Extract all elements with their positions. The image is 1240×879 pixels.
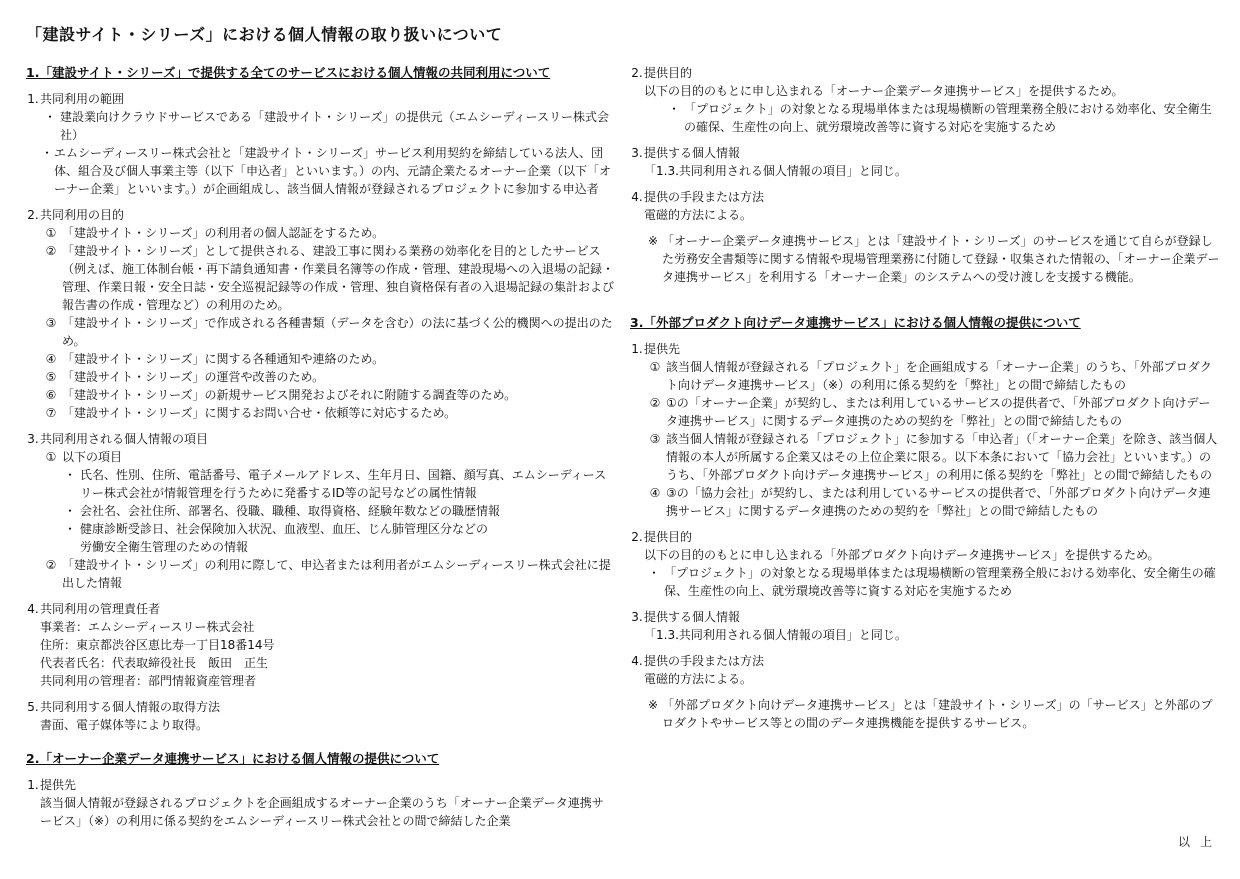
- list-item: ⑦ 「建設サイト・シリーズ」に関するお問い合せ・依頼等に対応するため。: [45, 406, 457, 420]
- list-item: ④ ③の「協力会社」が契約し、または利用しているサービスの提供者で、「外部プロダクト向けデータ連携サービス」に関するデータ連携のための契約を「弊社」との間で締結したもの: [649, 486, 1211, 518]
- section-3-3-label: 3.: [631, 610, 643, 624]
- section-1-heading: 1.「建設サイト・シリーズ」で提供する全てのサービスにおける個人情報の共同利用について: [26, 65, 551, 80]
- section-2-note: ※ 「オーナー企業データ連携サービス」とは「建設サイト・シリーズ」のサービスを通じて自らが登録した労務安全書類等に関する情報や現場管理業務に付随して登録・収集された情報の、「オーナー企業データ連携サービス」を利用する「オーナー企業」のシステムへの受け渡しを支援する機能。: [630, 232, 1222, 286]
- bullet-marker: ・: [40, 146, 53, 160]
- section-2-heading: 2.「オーナー企業データ連携サービス」における個人情報の提供について: [26, 751, 440, 766]
- closing-mark: 以上: [1178, 835, 1223, 849]
- list-item: ・ 会社名、会社住所、部署名、役職、職種、取得資格、経験年数などの職歴情報: [63, 504, 501, 518]
- section-1-5-label: 5.: [27, 700, 39, 714]
- section-1-5: [26, 698, 614, 734]
- section-1-2: [26, 206, 614, 422]
- section-2-4-text: 電磁的方法による。: [644, 208, 753, 222]
- section-1-3: [26, 430, 614, 592]
- section-2-1-heading: 提供先: [40, 778, 77, 792]
- section-3-2-label: 2.: [631, 530, 643, 544]
- list-item: ② 「建設サイト・シリーズ」の利用に際して、申込者または利用者がエムシーディースリー株式会社に提出した情報: [45, 558, 611, 590]
- manager-line: 住所：東京都渋谷区恵比寿一丁目18番14号: [40, 638, 275, 652]
- section-3-2-heading: 提供目的: [644, 530, 693, 544]
- section-1-5-heading: 共同利用する個人情報の取得方法: [40, 700, 221, 714]
- section-3-2: [630, 528, 1222, 600]
- page-title: 「建設サイト・シリーズ」における個人情報の取り扱いについて: [26, 25, 503, 44]
- section-2-3-label: 3.: [631, 146, 643, 160]
- section-1-1: [26, 90, 614, 198]
- section-1-1-label: 1.: [27, 92, 39, 106]
- section-1-3-heading: 共同利用される個人情報の項目: [40, 432, 209, 446]
- bullet-marker: ・: [43, 110, 56, 124]
- manager-line: 事業者：エムシーディースリー株式会社: [40, 620, 255, 634]
- list-item: ・ 「プロジェクト」の対象となる現場単体または現場横断の管理業務全般における効率化、安全衛生の確保、生産性の向上、就労環境改善等に資する対応を実施するため: [667, 102, 1212, 134]
- section-1-5-text: 書面、電子媒体等により取得。: [40, 718, 209, 732]
- list-item: ・ 「プロジェクト」の対象となる現場単体または現場横断の管理業務全般における効率化、安全衛生の確保、生産性の向上、就労環境改善等に資する対応を実施するため: [647, 566, 1216, 598]
- section-2-1-label: 1.: [27, 778, 39, 792]
- section-2-4-heading: 提供の手段または方法: [644, 190, 765, 204]
- section-3-3-text: 「1.3.共同利用される個人情報の項目」と同じ。: [644, 628, 907, 642]
- section-1-1-heading: 共同利用の範囲: [40, 92, 125, 106]
- manager-line: 共同利用の管理者：部門情報資産管理者: [40, 674, 257, 688]
- list-item: ③ 「建設サイト・シリーズ」で作成される各種書類（データを含む）の法に基づく公的機関への提出のため。: [45, 316, 613, 348]
- list-item: ・ 建設業向けクラウドサービスである「建設サイト・シリーズ」の提供元（エムシーディースリー株式会社）: [26, 108, 614, 144]
- section-2-2-label: 2.: [631, 66, 643, 80]
- section-2-3-heading: 提供する個人情報: [644, 146, 741, 160]
- section-2-4: [630, 188, 1222, 224]
- section-3-2-text: 以下の目的のもとに申し込まれる「外部プロダクト向けデータ連携サービス」を提供するため。: [644, 548, 1160, 562]
- section-2-4-label: 4.: [631, 190, 643, 204]
- list-item: ① 該当個人情報が登録される「プロジェクト」を企画組成する「オーナー企業」のうち、「外部プロダクト向けデータ連携サービス」（※）の利用に係る契約を「弊社」との間で締結したもの: [649, 360, 1212, 392]
- list-item: ③ 該当個人情報が登録される「プロジェクト」に参加する「申込者」（「オーナー企業」を除き、該当個人情報の本人が所属する企業又はその上位企業に限る。以下本条において「協力会社」といいます。）のうち、「外部プロダクト向けデータ連携サービス」の利用に係る契約を「弊社」との間で締結したもの: [649, 432, 1218, 482]
- list-item: ① 以下の項目: [45, 450, 123, 464]
- section-1-3-label: 3.: [27, 432, 39, 446]
- note-marker: ※: [647, 698, 659, 712]
- section-1-4-heading: 共同利用の管理責任者: [40, 602, 161, 616]
- section-3-1-heading: 提供先: [644, 342, 681, 356]
- section-3-4: [630, 652, 1222, 688]
- list-item: ⑥ 「建設サイト・シリーズ」の新規サービス開発およびそれに附随する調査等のため。: [45, 388, 517, 402]
- section-1-4: [26, 600, 614, 690]
- section-1-4-label: 4.: [27, 602, 39, 616]
- section-2-2: [630, 64, 1222, 136]
- section-2-2-heading: 提供目的: [644, 66, 693, 80]
- section-3-3: [630, 608, 1222, 644]
- note-marker: ※: [647, 234, 659, 248]
- section-3-3-heading: 提供する個人情報: [644, 610, 741, 624]
- section-3-4-label: 4.: [631, 654, 643, 668]
- section-3-1-label: 1.: [631, 342, 643, 356]
- list-item: ② ①の「オーナー企業」が契約し、または利用しているサービスの提供者で、「外部プロダクト向けデータ連携サービス」に関するデータ連携のための契約を「弊社」との間で締結したもの: [649, 396, 1211, 428]
- section-2-1-text: 該当個人情報が登録されるプロジェクトを企画組成するオーナー企業のうち「オーナー企業データ連携サービス」（※）の利用に係る契約をエムシーディースリー株式会社との間で締結した企業: [40, 796, 604, 828]
- right-column: [630, 64, 1222, 732]
- section-3-note: ※ 「外部プロダクト向けデータ連携サービス」とは「建設サイト・シリーズ」の「サービス」と外部のプロダクトやサービス等との間のデータ連携機能を提供するサービス。: [630, 696, 1222, 732]
- list-item: ・ 氏名、性別、住所、電話番号、電子メールアドレス、生年月日、国籍、顔写真、エムシーディースリー株式会社が情報管理を行うために発番するID等の記号などの属性情報: [63, 468, 607, 500]
- section-2-3: [630, 144, 1222, 180]
- list-item: ④ 「建設サイト・シリーズ」に関する各種通知や連絡のため。: [45, 352, 385, 366]
- section-2-3-text: 「1.3.共同利用される個人情報の項目」と同じ。: [644, 164, 907, 178]
- manager-line: 代表者氏名：代表取締役社長 飯田 正生: [40, 656, 269, 670]
- section-1-2-heading: 共同利用の目的: [40, 208, 125, 222]
- list-item: ② 「建設サイト・シリーズ」として提供される、建設工事に関わる業務の効率化を目的としたサービス（例えば、施工体制台帳・再下請負通知書・作業員名簿等の作成・管理、建設現場への入退場の記録・管理、作業日報・安全日誌・安全巡視記録等の作成・管理、独自資格保有者の入退場記録の集計および報告書の作成・管理など）の利用のため。: [45, 244, 615, 312]
- section-1-2-label: 2.: [27, 208, 39, 222]
- list-item: ・ エムシーディースリー株式会社と「建設サイト・シリーズ」サービス利用契約を締結している法人、団体、組合及び個人事業主等（以下「申込者」といいます。）の内、元請企業たるオーナー企業（以下「オーナー企業」といいます。）が企画組成し、該当個人情報が登録されるプロジェクトに参加する申込者: [40, 146, 612, 196]
- section-3-4-heading: 提供の手段または方法: [644, 654, 765, 668]
- section-3-1: [630, 340, 1222, 520]
- list-item: ⑤ 「建設サイト・シリーズ」の運営や改善のため。: [45, 370, 325, 384]
- section-3-heading: 3.「外部プロダクト向けデータ連携サービス」における個人情報の提供について: [630, 315, 1081, 330]
- left-column: [26, 64, 614, 838]
- list-item: ・ 健康診断受診日、社会保険加入状況、血液型、血圧、じん肺管理区分などの 労働安全衛生管理のための情報: [63, 522, 489, 554]
- section-2-1: [26, 776, 614, 830]
- section-3-4-text: 電磁的方法による。: [644, 672, 753, 686]
- section-2-2-text: 以下の目的のもとに申し込まれる「オーナー企業データ連携サービス」を提供するため。: [644, 84, 1124, 98]
- list-item: ① 「建設サイト・シリーズ」の利用者の個人認証をするため。: [45, 226, 385, 240]
